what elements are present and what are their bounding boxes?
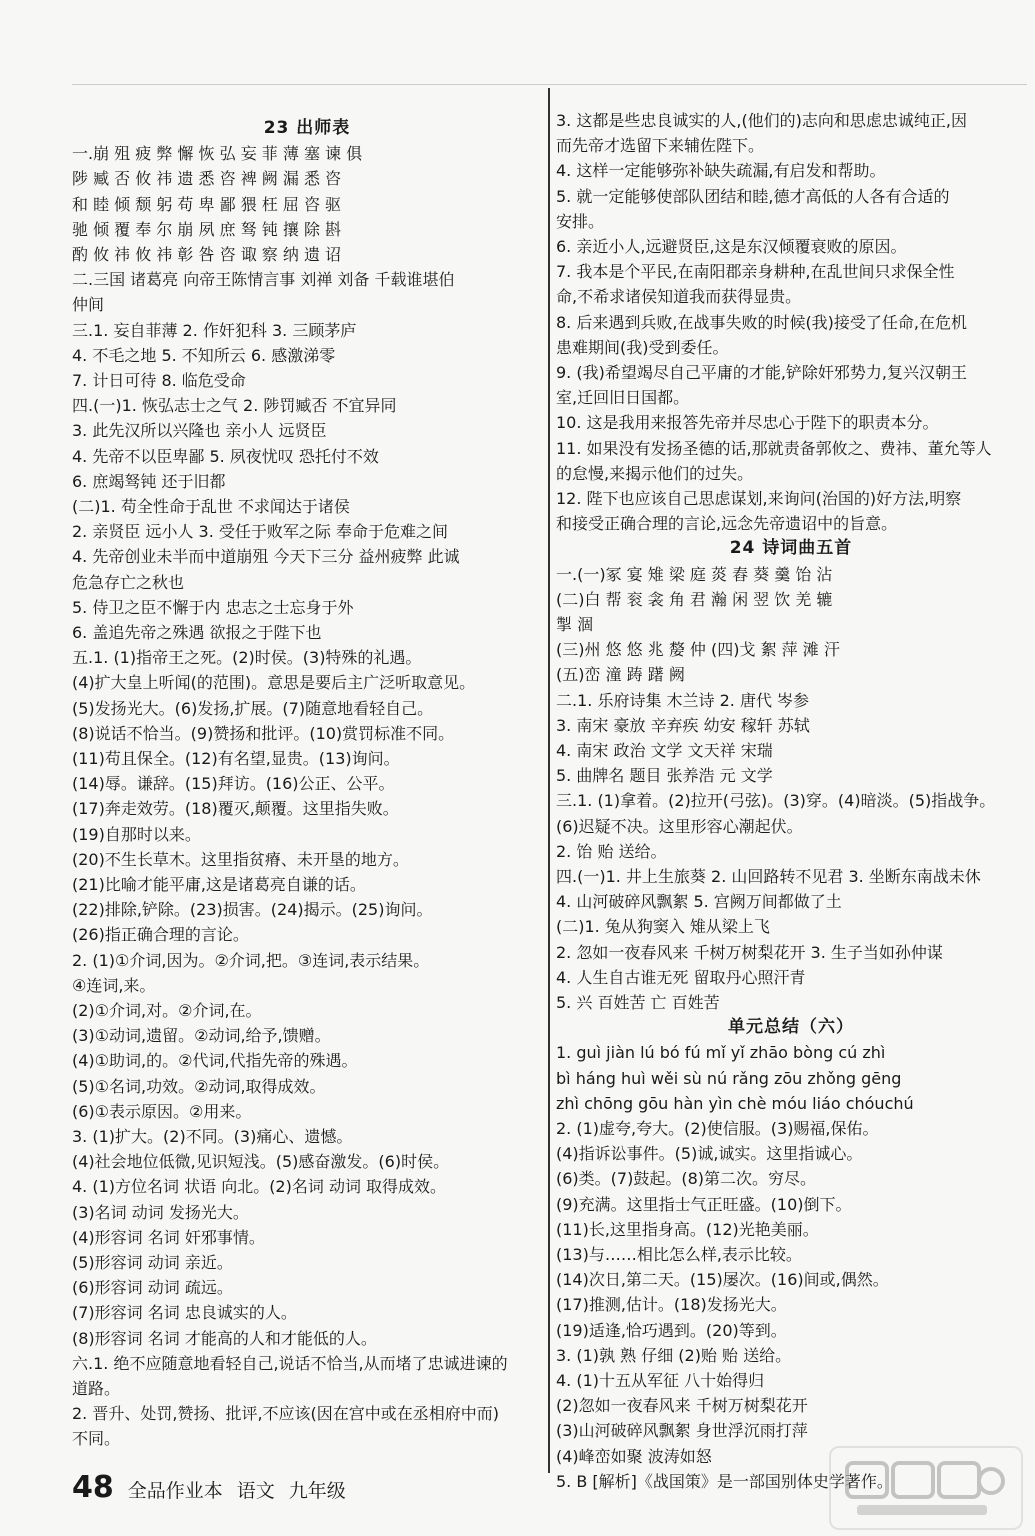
answer-line: 不同。 [72,1429,121,1449]
answer-line: 4. 山河破碎风飘絮 5. 宫阙万间都做了土 [556,892,842,912]
answer-line: 11. 如果没有发扬圣德的话,那就责备郭攸之、费祎、董允等人 [556,438,992,458]
column-divider [548,88,550,1473]
answer-line: (二)1. 苟全性命于乱世 不求闻达于诸侯 [72,497,350,516]
answer-line: (二)白 帮 衮 衾 角 君 瀚 闲 翌 饮 羌 辘 [556,589,833,609]
answer-line: (五)峦 潼 踌 躇 阙 [556,665,685,685]
answer-line: 6. 庶竭驽钝 还于旧都 [72,471,226,491]
answer-line: 二.三国 诸葛亮 向帝王陈情言事 刘禅 刘备 千载谁堪伯 [72,270,455,290]
answer-line: 五.1. (1)指帝王之死。(2)时侯。(3)特殊的礼遇。 [72,648,422,668]
answer-line: zhì chōng gōu hàn yìn chè móu liáo chóuchú [556,1093,914,1113]
answer-line: (3)名词 动词 发扬光大。 [72,1202,249,1222]
answer-line: 二.1. 乐府诗集 木兰诗 2. 唐代 岑参 [556,690,810,710]
answer-line: 酌 攸 祎 攸 祎 彰 咎 咨 诹 察 纳 遗 诏 [72,245,342,264]
answer-line: 6. 盖追先帝之殊遇 欲报之于陛下也 [72,623,322,642]
grade-name: 九年级 [288,1480,346,1502]
answer-line: (17)奔走效劳。(18)覆灭,颠覆。这里指失败。 [72,799,399,819]
answer-line: 三.1. (1)拿着。(2)拉开(弓弦)。(3)穿。(4)暗淡。(5)指战争。 [556,791,996,811]
answer-line: 5. B [解析]《战国策》是一部国别体史学著作。 [556,1471,893,1491]
answer-line: 7. 我本是个平民,在南阳郡亲身耕种,在乱世间只求保全性 [556,262,955,282]
answer-line: (5)①名词,功效。②动词,取得成效。 [72,1076,326,1096]
section-title: 23 出师表 [263,118,351,138]
answer-line: 六.1. 绝不应随意地看轻自己,说话不恰当,从而堵了忠诚进谏的 [72,1353,508,1373]
answer-line: 和 睦 倾 颓 躬 苟 卑 鄙 猥 枉 屈 咨 驱 [72,194,342,214]
section-title: 24 诗词曲五首 [729,538,853,559]
answer-line: 12. 陛下也应该自己思虑谋划,来询问(治国的)好方法,明察 [556,489,962,508]
answer-line: 4. 南宋 政治 文学 文天祥 宋瑞 [556,741,773,760]
answer-line: 9. (我)希望竭尽自己平庸的才能,铲除奸邪势力,复兴汉朝王 [556,363,968,382]
answer-line: 道路。 [72,1379,121,1398]
answer-line: (4)扩大皇上听闻(的范围)。意思是要后主广泛听取意见。 [72,673,476,693]
answer-line: (11)苟且保全。(12)有名望,显贵。(13)询问。 [72,749,400,768]
answer-line: 1. guì jiàn lú bó fú mǐ yǐ zhāo bòng cú zhì [556,1043,886,1063]
answer-line: (22)排除,铲除。(23)损害。(24)揭示。(25)询问。 [72,900,433,920]
answer-line: (4)形容词 名词 奸邪事情。 [72,1227,265,1247]
answer-line: 3. (1)孰 熟 仔细 (2)贻 贻 送给。 [556,1345,792,1365]
answer-line: 患难期间(我)受到委任。 [556,337,729,357]
answer-line: (4)指诉讼事件。(5)诚,诚实。这里指诚心。 [556,1144,863,1164]
answer-line: (3)①动词,遗留。②动词,给予,馈赠。 [72,1026,331,1046]
answer-line: 2. (1)虚夸,夸大。(2)使信服。(3)赐福,保佑。 [556,1119,879,1138]
answer-line: (6)迟疑不决。这里形容心潮起伏。 [556,816,803,836]
answer-line: 5. 就一定能够使部队团结和睦,德才高低的人各有合适的 [556,186,950,206]
answer-line: (13)与……相比怎么样,表示比较。 [556,1245,802,1264]
answer-line: 4. 先帝不以臣卑鄙 5. 夙夜忧叹 恐托付不效 [72,446,379,466]
answer-line: (9)充满。这里指士气正旺盛。(10)倒下。 [556,1194,852,1214]
answer-line: 3. 此先汉所以兴隆也 亲小人 远贤臣 [72,421,327,441]
answer-line: (20)不生长草木。这里指贫瘠、未开垦的地方。 [72,849,409,869]
answer-line: (二)1. 兔从狗窦入 雉从梁上飞 [556,917,770,937]
watermark-logo [829,1446,1023,1530]
answer-line: 命,不希求诸侯知道我而获得显贵。 [556,287,802,307]
answer-line: 4. 人生自古谁无死 留取丹心照汗青 [556,967,806,987]
answer-line: (2)①介词,对。②介词,在。 [72,1001,262,1020]
answer-line: (三)州 悠 悠 兆 嫠 仲 (四)戈 絮 萍 滩 汗 [556,640,840,660]
answer-line: (5)发扬光大。(6)发扬,扩展。(7)随意地看轻自己。 [72,698,434,718]
answer-line: 5. 曲牌名 题目 张养浩 元 文学 [556,766,773,786]
answer-line: 4. (1)十五从军征 八十始得归 [556,1371,765,1390]
answer-line: 4. 这样一定能够弥补缺失疏漏,有启发和帮助。 [556,161,886,181]
answer-line: 三.1. 妄自菲薄 2. 作奸犯科 3. 三顾茅庐 [72,320,357,340]
answer-line: (8)说话不恰当。(9)赞扬和批评。(10)赏罚标准不同。 [72,723,455,743]
answer-line: 驰 倾 覆 奉 尔 崩 夙 庶 驽 钝 攘 除 斟 [72,219,342,239]
answer-line: 掣 涸 [556,615,594,634]
answer-line: 2. 亲贤臣 远小人 3. 受任于败军之际 奉命于危难之间 [72,522,448,542]
section-title: 单元总结（六） [728,1017,854,1038]
answer-line: 一.崩 殂 疲 弊 懈 恢 弘 妄 菲 薄 塞 谏 俱 [72,144,363,164]
answer-line: 室,迁回旧日国都。 [556,388,690,408]
answer-line: 2. (1)①介词,因为。②介词,把。③连词,表示结果。 [72,950,430,970]
answer-line: (5)形容词 动词 亲近。 [72,1253,233,1272]
answer-line: 5. 兴 百姓苦 亡 百姓苦 [556,993,720,1012]
answer-line: (6)形容词 动词 疏远。 [72,1278,233,1298]
answer-line: 的怠慢,来揭示他们的过失。 [556,463,754,483]
answer-line: 仲间 [72,295,105,315]
answer-line: 而先帝才选留下来辅佐陛下。 [556,136,765,156]
answer-line: 4. 不毛之地 5. 不知所云 6. 感激涕零 [72,345,336,365]
answer-line: (11)长,这里指身高。(12)光艳美丽。 [556,1219,819,1239]
answer-line: 6. 亲近小人,远避贤臣,这是东汉倾覆衰败的原因。 [556,237,907,256]
answer-line: (6)类。(7)鼓起。(8)第二次。穷尽。 [556,1169,816,1189]
answer-line: 陟 臧 否 攸 祎 遗 悉 咨 裨 阙 漏 悉 咨 [72,169,342,189]
answer-line: (21)比喻才能平庸,这是诸葛亮自谦的话。 [72,875,366,894]
left-column [72,0,542,1536]
answer-line: (14)次日,第二天。(15)屡次。(16)间或,偶然。 [556,1270,889,1290]
answer-line: (19)适逢,恰巧遇到。(20)等到。 [556,1320,787,1340]
answer-line: 危急存亡之秋也 [72,572,185,592]
answer-line: 3. 南宋 豪放 辛弃疾 幼安 稼轩 苏轼 [556,715,810,735]
answer-line: 4. 先帝创业未半而中道崩殂 今天下三分 益州疲弊 此诚 [72,547,460,567]
answer-line: 2. 忽如一夜春风来 千树万树梨花开 3. 生子当如孙仲谋 [556,942,943,962]
answer-line: bì háng huì wěi sù nú rǎng zōu zhǒng gēng [556,1068,902,1088]
answer-line: (26)指正确合理的言论。 [72,925,249,945]
answer-line: 四.(一)1. 井上生旅葵 2. 山回路转不见君 3. 坐断东南战未休 [556,867,981,886]
answer-line: 7. 计日可待 8. 临危受命 [72,371,246,390]
book-name: 全品作业本 [127,1480,223,1502]
answer-line: (6)①表示原因。②用来。 [72,1101,252,1121]
answer-line: 一.(一)冢 宴 雉 梁 庭 菼 舂 葵 羹 饴 沾 [556,564,833,584]
answer-line: 3. (1)扩大。(2)不同。(3)痛心、遗憾。 [72,1127,353,1146]
answer-line: 10. 这是我用来报答先帝并尽忠心于陛下的职责本分。 [556,413,939,433]
answer-line: (8)形容词 名词 才能高的人和才能低的人。 [72,1328,377,1348]
answer-line: 5. 侍卫之臣不懈于内 忠志之士忘身于外 [72,597,354,617]
answer-line: (2)忽如一夜春风来 千树万树梨花开 [556,1396,808,1416]
answer-line: 8. 后来遇到兵败,在战事失败的时候(我)接受了任命,在危机 [556,312,968,332]
watermark-icon [841,1455,1011,1521]
page-footer [72,1470,346,1510]
right-column [556,0,1026,1536]
answer-line: (4)①助词,的。②代词,代指先帝的殊遇。 [72,1051,358,1071]
answer-line: (17)推测,估计。(18)发扬光大。 [556,1295,787,1315]
subject-name: 语文 [236,1480,275,1502]
answer-line: 3. 这都是些忠良诚实的人,(他们的)志向和思虑忠诚纯正,因 [556,111,968,130]
answer-line: (4)社会地位低微,见识短浅。(5)感奋激发。(6)时侯。 [72,1152,450,1172]
page-number: 48 [72,1470,114,1505]
answer-line: (3)山河破碎风飘絮 身世浮沉雨打萍 [556,1421,808,1441]
answer-line: 2. 晋升、处罚,赞扬、批评,不应该(因在宫中或在丞相府中而) [72,1404,500,1424]
answer-line: (19)自那时以来。 [72,824,201,844]
answer-line: 安排。 [556,211,605,231]
answer-line: 2. 饴 贻 送给。 [556,841,667,861]
answer-line: 4. (1)方位名词 状语 向北。(2)名词 动词 取得成效。 [72,1177,447,1197]
answer-line: 四.(一)1. 恢弘志士之气 2. 陟罚臧否 不宜异同 [72,396,397,416]
answer-line: (14)辱。谦辞。(15)拜访。(16)公正、公平。 [72,774,395,794]
answer-line: 和接受正确合理的言论,远念先帝遗诏中的旨意。 [556,514,898,534]
answer-line: (7)形容词 名词 忠良诚实的人。 [72,1303,297,1323]
answer-line: ④连词,来。 [72,975,156,995]
answer-line: (4)峰峦如聚 波涛如怒 [556,1446,712,1466]
